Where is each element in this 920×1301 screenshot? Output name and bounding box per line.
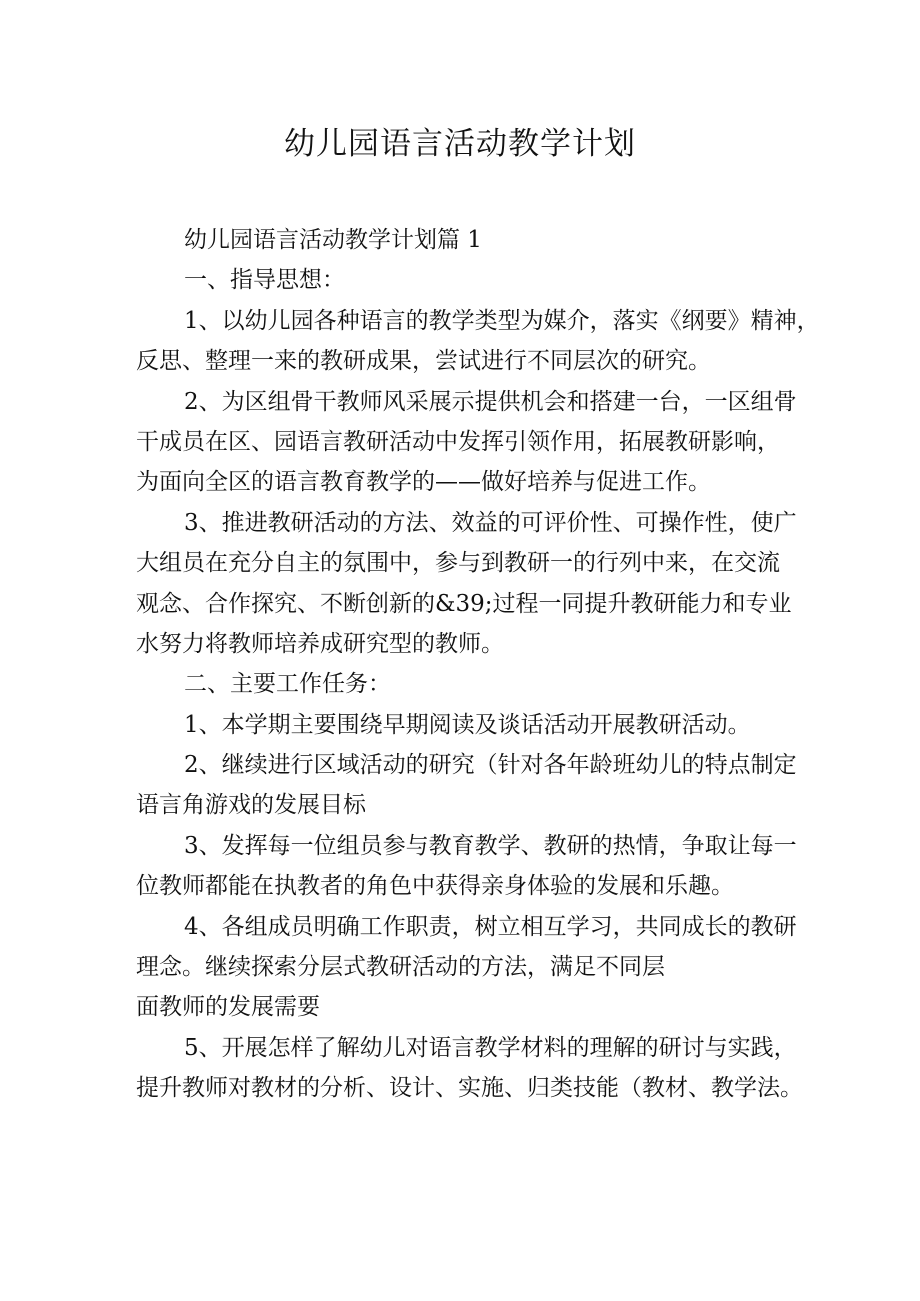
- paragraph-line: 大组员在充分自主的氛围中，参与到教研一的行列中来，在交流: [136, 550, 780, 577]
- document-title: 幼儿园语言活动教学计划: [284, 126, 636, 162]
- paragraph-line: 2、为区组骨干教师风采展示提供机会和搭建一台，一区组骨: [184, 388, 797, 415]
- paragraph-line: 理念。继续探索分层式教研活动的方法，满足不同层: [136, 954, 665, 981]
- subheading-guiding-ideology: 一、指导思想：: [184, 267, 345, 294]
- document-body: [136, 220, 820, 1109]
- paragraph-line: 1、本学期主要围绕早期阅读及谈话活动开展教研活动。: [184, 711, 751, 738]
- paragraph-line: 水努力将教师培养成研究型的教师。: [136, 630, 504, 657]
- paragraph-line: 干成员在区、园语言教研活动中发挥引领作用，拓展教研影响，: [136, 428, 780, 455]
- paragraph-line: 2、继续进行区域活动的研究（针对各年龄班幼儿的特点制定: [184, 752, 797, 779]
- section-heading: 幼儿园语言活动教学计划篇 1: [184, 227, 482, 253]
- paragraph-line: 反思、整理一来的教研成果，尝试进行不同层次的研究。: [136, 348, 711, 375]
- paragraph-line: 1、以幼儿园各种语言的教学类型为媒介，落实《纲要》精神，: [184, 307, 820, 334]
- paragraph-line: 位教师都能在执教者的角色中获得亲身体验的发展和乐趣。: [136, 873, 734, 900]
- paragraph-line: 语言角游戏的发展目标: [136, 792, 366, 819]
- paragraph-line: 3、发挥每一位组员参与教育教学、教研的热情，争取让每一: [184, 832, 797, 859]
- paragraph-line: 3、推进教研活动的方法、效益的可评价性、可操作性，使广: [184, 509, 797, 536]
- paragraph-line: 为面向全区的语言教育教学的——做好培养与促进工作。: [136, 469, 711, 496]
- paragraph-line: 4、各组成员明确工作职责，树立相互学习，共同成长的教研: [184, 913, 797, 940]
- paragraph-line: 5、开展怎样了解幼儿对语言教学材料的理解的研讨与实践，: [184, 1034, 797, 1061]
- paragraph-line: 提升教师对教材的分析、设计、实施、归类技能（教材、教学法。: [136, 1075, 803, 1102]
- paragraph-line: 面教师的发展需要: [136, 994, 320, 1021]
- subheading-main-tasks: 二、主要工作任务：: [184, 671, 391, 698]
- paragraph-line: 观念、合作探究、不断创新的&39;过程一同提升教研能力和专业: [136, 590, 792, 617]
